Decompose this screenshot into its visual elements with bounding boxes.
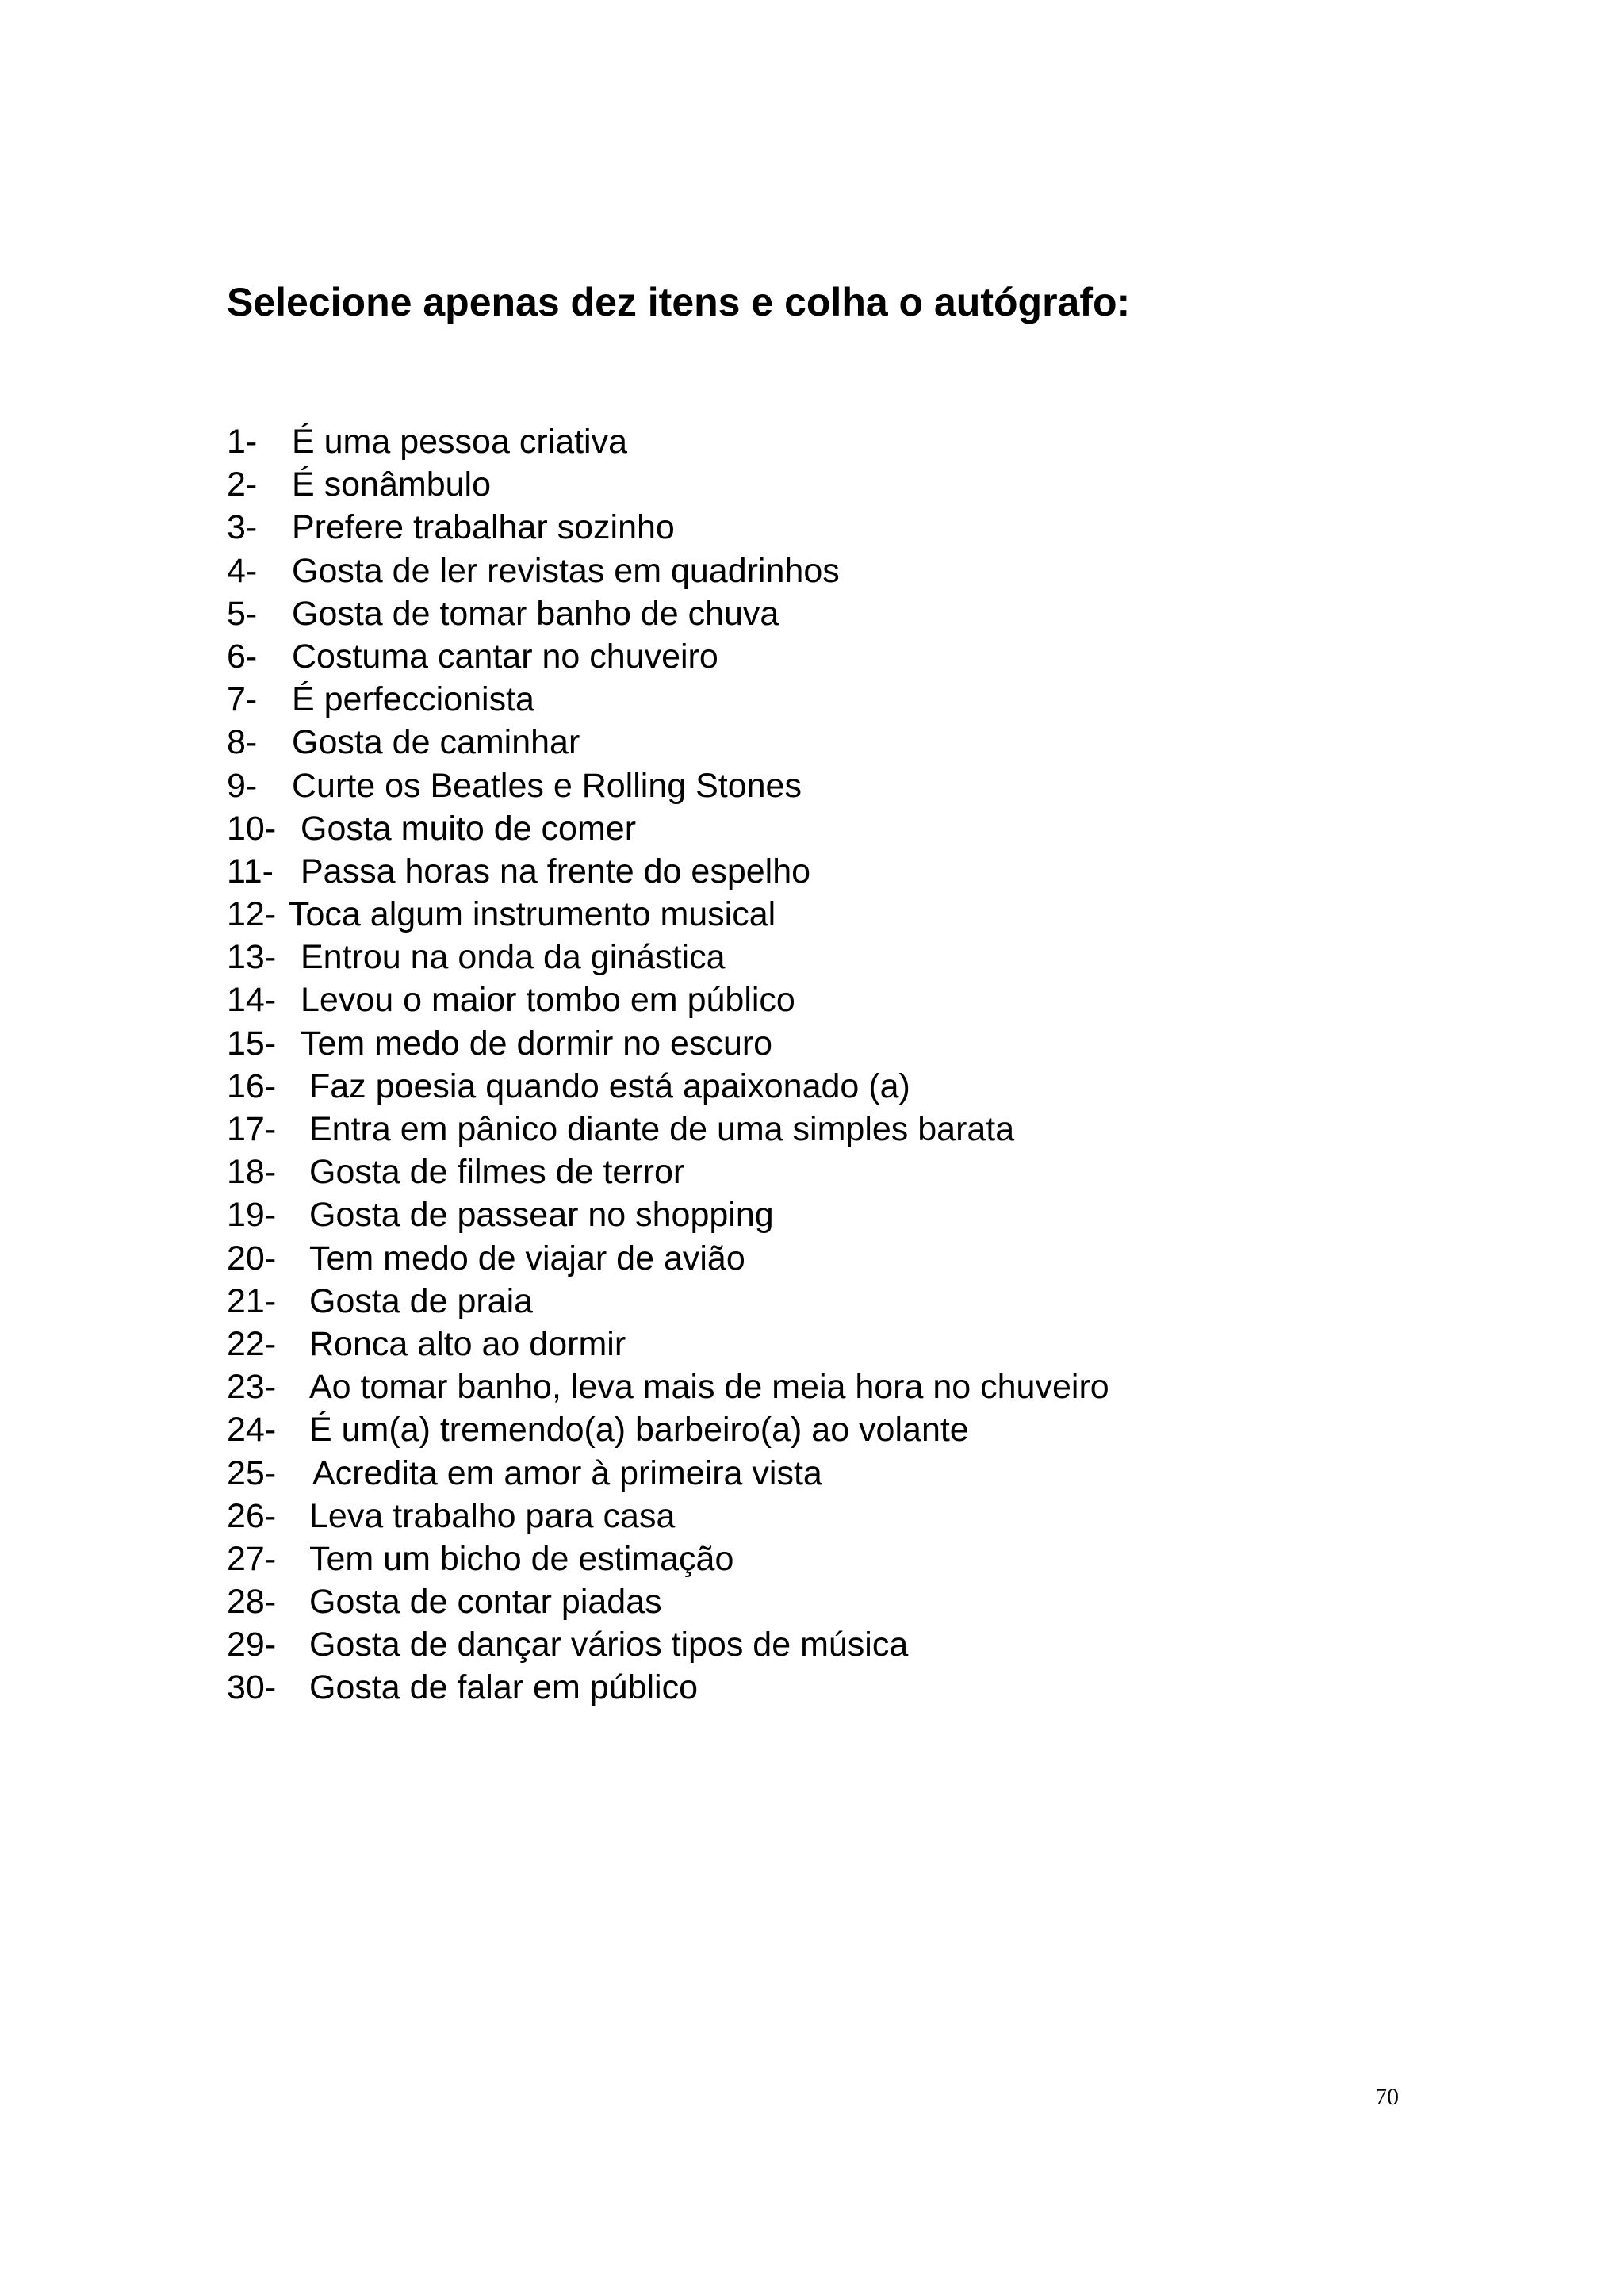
item-number: 24-: [227, 1411, 277, 1450]
item-number: 21-: [227, 1281, 277, 1320]
page-number: 70: [1375, 2084, 1399, 2110]
item-text: Levou o maior tombo em público: [301, 981, 795, 1020]
item-text: Ao tomar banho, leva mais de meia hora no chuveiro: [309, 1368, 1109, 1407]
item-text: Acredita em amor à primeira vista: [312, 1453, 822, 1492]
item-number: 12-: [227, 895, 277, 934]
item-text: Curte os Beatles e Rolling Stones: [292, 766, 802, 805]
item-text: Gosta de praia: [309, 1281, 534, 1320]
item-text: Gosta de passear no shopping: [309, 1196, 774, 1235]
item-text: Tem um bicho de estimação: [309, 1539, 734, 1578]
item-text: Gosta de ler revistas em quadrinhos: [292, 551, 840, 590]
item-number: 17-: [227, 1110, 277, 1148]
item-text: É uma pessoa criativa: [292, 423, 628, 461]
item-text: Faz poesia quando está apaixonado (a): [309, 1067, 910, 1105]
item-text: É sonâmbulo: [292, 465, 491, 504]
item-text: Tem medo de dormir no escuro: [301, 1024, 773, 1063]
item-number: 9-: [227, 766, 258, 805]
item-number: 26-: [227, 1496, 277, 1535]
item-text: Gosta de falar em público: [309, 1668, 698, 1707]
item-number: 10-: [227, 809, 277, 848]
item-number: 3-: [227, 508, 258, 547]
item-text: Costuma cantar no chuveiro: [292, 637, 718, 676]
item-text: Gosta de filmes de terror: [309, 1153, 685, 1192]
item-number: 6-: [227, 637, 258, 676]
item-number: 20-: [227, 1239, 277, 1277]
item-number: 16-: [227, 1067, 277, 1105]
item-text: Entra em pânico diante de uma simples barata: [309, 1110, 1015, 1148]
item-number: 29-: [227, 1626, 277, 1664]
item-text: É um(a) tremendo(a) barbeiro(a) ao volante: [309, 1411, 969, 1450]
item-number: 13-: [227, 938, 277, 977]
item-text: É perfeccionista: [292, 680, 534, 719]
item-text: Passa horas na frente do espelho: [301, 852, 811, 890]
item-text: Ronca alto ao dormir: [309, 1324, 626, 1363]
item-number: 25-: [227, 1453, 277, 1492]
item-text: Prefere trabalhar sozinho: [292, 508, 675, 547]
page-heading: Selecione apenas dez itens e colha o autógrafo:: [227, 280, 1131, 324]
item-text: Leva trabalho para casa: [309, 1496, 676, 1535]
item-number: 19-: [227, 1196, 277, 1235]
item-number: 18-: [227, 1153, 277, 1192]
item-text: Gosta de contar piadas: [309, 1583, 662, 1622]
item-number: 30-: [227, 1668, 277, 1707]
item-text: Entrou na onda da ginástica: [301, 938, 726, 977]
item-text: Gosta de dançar vários tipos de música: [309, 1626, 909, 1664]
item-number: 23-: [227, 1368, 277, 1407]
item-text: Toca algum instrumento musical: [289, 895, 776, 934]
item-number: 11-: [227, 852, 274, 890]
item-text: Tem medo de viajar de avião: [309, 1239, 745, 1277]
item-number: 27-: [227, 1539, 277, 1578]
item-text: Gosta de caminhar: [292, 723, 580, 762]
item-number: 8-: [227, 723, 258, 762]
item-number: 1-: [227, 423, 258, 461]
item-number: 2-: [227, 465, 258, 504]
item-text: Gosta de tomar banho de chuva: [292, 594, 779, 633]
item-number: 28-: [227, 1583, 277, 1622]
item-text: Gosta muito de comer: [301, 809, 637, 848]
item-number: 22-: [227, 1324, 277, 1363]
item-number: 7-: [227, 680, 258, 719]
item-number: 15-: [227, 1024, 277, 1063]
item-number: 4-: [227, 551, 258, 590]
item-number: 14-: [227, 981, 277, 1020]
item-number: 5-: [227, 594, 258, 633]
